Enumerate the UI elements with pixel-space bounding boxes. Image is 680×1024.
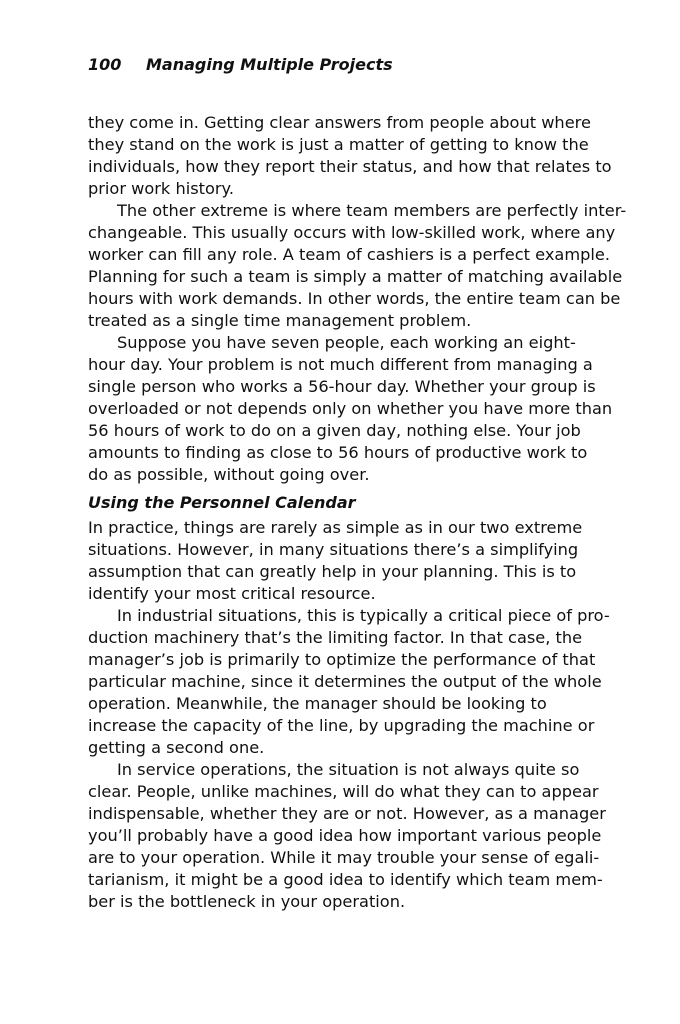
paragraph (88, 517, 608, 605)
paragraph (88, 605, 608, 759)
text-line: overloaded or not depends only on whether you have more than (88, 399, 613, 418)
page-number: 100 (88, 55, 122, 74)
text-line: single person who works a 56-hour day. Whether your group is (88, 377, 596, 396)
section-heading: Using the Personnel Calendar (88, 493, 356, 512)
text-line: you’ll probably have a good idea how important various people (88, 826, 602, 845)
running-header (88, 53, 393, 77)
text-line: individuals, how they report their status, and how that relates to (88, 157, 612, 176)
paragraph (88, 759, 608, 913)
text-line: they come in. Getting clear answers from people about where (88, 113, 591, 132)
paragraph (88, 112, 612, 200)
text-line: are to your operation. While it may trouble your sense of egali- (88, 848, 600, 867)
book-title: Managing Multiple Projects (146, 55, 393, 74)
text-line: particular machine, since it determines the output of the whole (88, 672, 602, 691)
text-line: hour day. Your problem is not much different from managing a (88, 355, 593, 374)
text-line: hours with work demands. In other words, the entire team can be (88, 289, 621, 308)
text-line: assumption that can greatly help in your planning. This is to (88, 562, 577, 581)
text-line: they stand on the work is just a matter of getting to know the (88, 135, 589, 154)
text-line: 56 hours of work to do on a given day, nothing else. Your job (88, 421, 581, 440)
text-line: duction machinery that’s the limiting factor. In that case, the (88, 628, 583, 647)
text-line: clear. People, unlike machines, will do what they can to appear (88, 782, 599, 801)
text-line: ber is the bottleneck in your operation. (88, 892, 406, 911)
text-line: identify your most critical resource. (88, 584, 376, 603)
text-line: changeable. This usually occurs with low-skilled work, where any (88, 223, 616, 242)
paragraph (88, 200, 627, 332)
text-line: do as possible, without going over. (88, 465, 370, 484)
text-line: In practice, things are rarely as simple as in our two extreme (88, 518, 583, 537)
body-text (88, 112, 627, 913)
text-line: increase the capacity of the line, by upgrading the machine or (88, 716, 595, 735)
text-line: amounts to finding as close to 56 hours of productive work to (88, 443, 588, 462)
text-line: situations. However, in many situations there’s a simplifying (88, 540, 579, 559)
text-line: The other extreme is where team members are perfectly inter- (117, 201, 627, 220)
text-line: tarianism, it might be a good idea to identify which team mem- (88, 870, 603, 889)
text-line: operation. Meanwhile, the manager should be looking to (88, 694, 547, 713)
text-line: Suppose you have seven people, each working an eight- (117, 333, 576, 352)
text-line: worker can fill any role. A team of cashiers is a perfect example. (88, 245, 610, 264)
text-line: In service operations, the situation is not always quite so (117, 760, 580, 779)
text-line: manager’s job is primarily to optimize the performance of that (88, 650, 596, 669)
text-line: In industrial situations, this is typically a critical piece of pro- (117, 606, 610, 625)
paragraph (88, 332, 613, 486)
text-line: indispensable, whether they are or not. However, as a manager (88, 804, 606, 823)
text-line: getting a second one. (88, 738, 265, 757)
text-line: Planning for such a team is simply a matter of matching available (88, 267, 623, 286)
text-line: treated as a single time management problem. (88, 311, 472, 330)
text-line: prior work history. (88, 179, 234, 198)
